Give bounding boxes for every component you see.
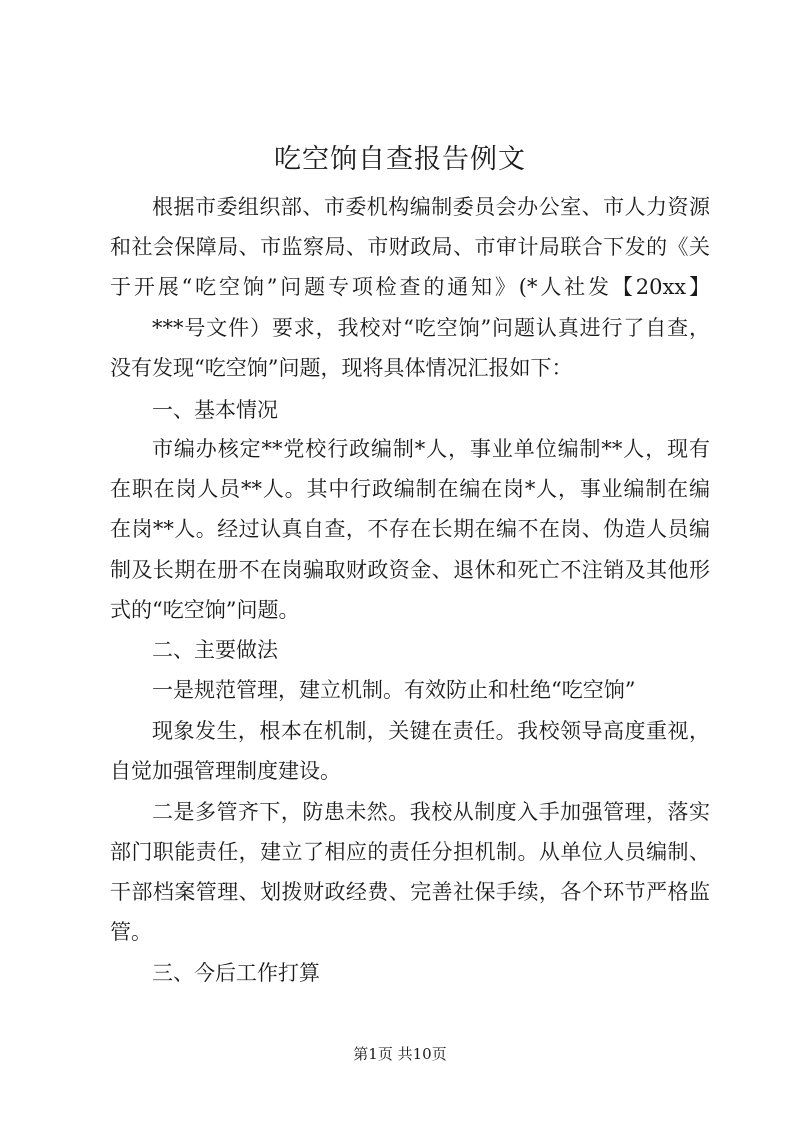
section-heading: 一、基本情况 xyxy=(152,398,278,422)
paragraph-line: 在职在岗人员**人。其中行政编制在编在岗*人，事业编制在编 xyxy=(110,477,710,501)
paragraph-line: 在岗**人。经过认真自查，不存在长期在编不在岗、伪造人员编 xyxy=(110,517,710,541)
paragraph-line: 市编办核定**党校行政编制*人，事业单位编制**人，现有 xyxy=(152,437,710,461)
paragraph-line: 部门职能责任，建立了相应的责任分担机制。从单位人员编制、 xyxy=(110,840,710,864)
paragraph-line: 一是规范管理，建立机制。有效防止和杜绝“吃空饷” xyxy=(152,678,636,702)
paragraph-line: 自觉加强管理制度建设。 xyxy=(110,759,341,783)
paragraph-line: 干部档案管理、划拨财政经费、完善社保手续，各个环节严格监 xyxy=(110,880,710,904)
paragraph-line: 根据市委组织部、市委机构编制委员会办公室、市人力资源 xyxy=(152,195,710,219)
paragraph-line: 和社会保障局、市监察局、市财政局、市审计局联合下发的《关 xyxy=(110,235,710,259)
document-title: 吃空饷自查报告例文 xyxy=(274,144,526,175)
paragraph-line: 没有发现“吃空饷”问题，现将具体情况汇报如下： xyxy=(110,356,573,380)
paragraph-line: 二是多管齐下，防患未然。我校从制度入手加强管理，落实 xyxy=(152,800,710,824)
paragraph-line: 管。 xyxy=(110,920,152,944)
paragraph-line: 制及长期在册不在岗骗取财政资金、退休和死亡不注销及其他形 xyxy=(110,558,710,582)
paragraph-line: ***号文件）要求，我校对“吃空饷”问题认真进行了自查， xyxy=(152,316,710,340)
paragraph-line: 现象发生，根本在机制，关键在责任。我校领导高度重视， xyxy=(152,719,710,743)
section-heading: 二、主要做法 xyxy=(152,638,278,662)
paragraph-line: 式的“吃空饷”问题。 xyxy=(110,598,300,622)
section-heading: 三、今后工作打算 xyxy=(152,961,320,985)
page-footer: 第1页 共10页 xyxy=(353,1045,447,1063)
paragraph-line: 于开展“吃空饷”问题专项检查的通知》(*人社发【20xx】 xyxy=(110,275,710,299)
